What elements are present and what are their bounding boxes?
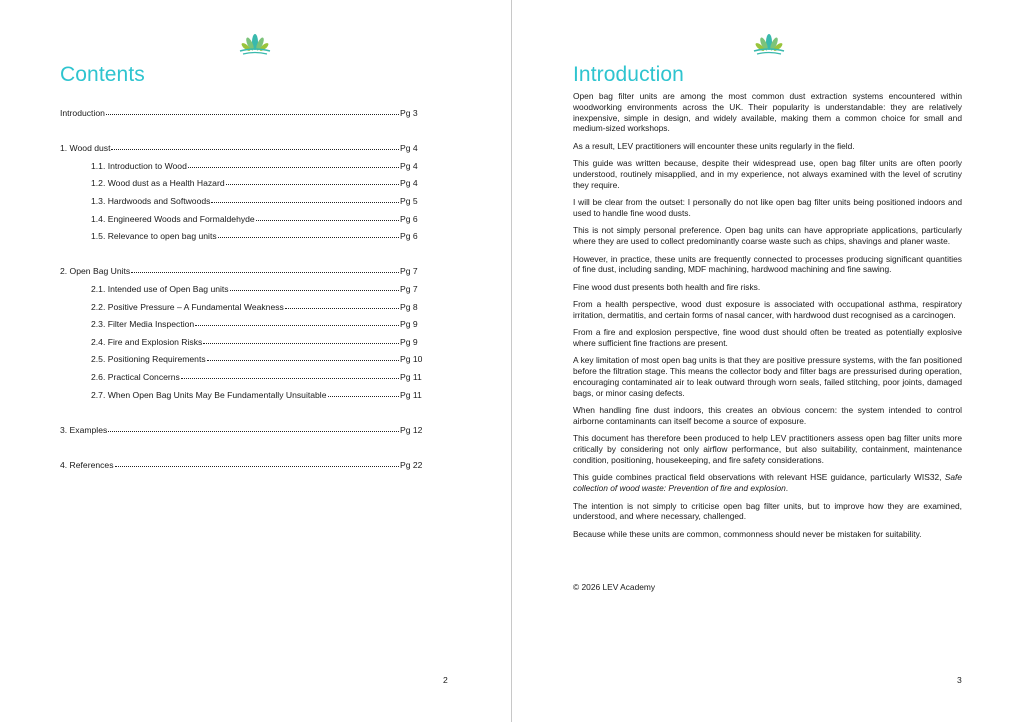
toc-leader <box>111 149 399 150</box>
toc-item[interactable] <box>60 231 420 249</box>
toc-item[interactable] <box>60 214 420 232</box>
toc-label: 2. Open Bag Units <box>60 266 131 277</box>
toc-leader <box>285 308 399 309</box>
paragraph-text: This guide combines practical field observations with relevant HSE guidance, particularly WIS32, <box>573 472 945 483</box>
toc-leader <box>211 202 399 203</box>
contents-page <box>0 0 511 722</box>
toc-page: Pg 11 <box>400 371 422 382</box>
toc-item[interactable] <box>60 196 420 214</box>
toc-label: 2.2. Positive Pressure – A Fundamental Weakness <box>91 301 284 312</box>
toc-item[interactable] <box>60 108 420 126</box>
toc-item[interactable] <box>60 284 420 302</box>
toc-leader <box>203 343 399 344</box>
toc-page: Pg 22 <box>400 459 423 470</box>
toc-page: Pg 10 <box>400 354 423 365</box>
toc-item[interactable] <box>60 302 420 320</box>
paragraph: From a health perspective, wood dust exposure is associated with occupational asthma, respiratory irritation, dermatitis, and certain forms of nasal cancer, with hardwood dust recognised as a carcinogen. <box>573 299 962 320</box>
copyright: © 2026 LEV Academy <box>573 582 656 592</box>
paragraph: From a fire and explosion perspective, fine wood dust should often be treated as potentially explosive where sufficient fine fractions are present. <box>573 327 962 349</box>
paragraph: As a result, LEV practitioners will encounter these units regularly in the field. <box>573 140 855 151</box>
table-of-contents <box>60 108 423 477</box>
toc-item[interactable] <box>60 390 420 408</box>
toc-label: 1.2. Wood dust as a Health Hazard <box>91 178 225 189</box>
paragraph: A key limitation of most open bag units is that they are positive pressure systems, with the fan positioned before the filtration stage. This means the collector body and filter bags are pressurised during operation, encouraging contaminated air to leak outward through worn seals, failed stitching, poor joints, damaged bags, or minor casing defects. <box>573 355 962 398</box>
paragraph: This is not simply personal preference. Open bag units can have appropriate applications, particularly where they are used to collect predominantly coarse waste such as chips, shavings and planer waste. <box>573 225 962 247</box>
lotus-logo-icon <box>752 33 786 55</box>
toc-page: Pg 7 <box>400 266 418 277</box>
toc-item[interactable] <box>60 354 423 372</box>
paragraph <box>573 472 962 494</box>
toc-label: 1.4. Engineered Woods and Formaldehyde <box>91 213 255 224</box>
toc-label: Introduction <box>60 108 105 118</box>
toc-page: Pg 3 <box>400 108 418 118</box>
toc-label: 2.6. Practical Concerns <box>91 371 180 382</box>
toc-page: Pg 6 <box>400 213 418 224</box>
toc-leader <box>256 220 399 221</box>
toc-leader <box>207 360 399 361</box>
paragraph: The intention is not simply to criticise open bag filter units, but to improve how they are examined, understood, and where necessary, challenged. <box>573 500 962 522</box>
toc-page: Pg 7 <box>400 283 418 294</box>
toc-label: 2.7. When Open Bag Units May Be Fundamentally Unsuitable <box>91 389 327 400</box>
toc-label: 3. Examples <box>60 424 108 435</box>
toc-label: 4. References <box>60 459 114 470</box>
toc-leader <box>195 325 399 326</box>
toc-leader <box>131 272 399 273</box>
toc-page: Pg 4 <box>400 160 418 171</box>
toc-page: Pg 9 <box>400 336 418 347</box>
toc-page: Pg 5 <box>400 195 418 206</box>
toc-page: Pg 11 <box>400 389 422 400</box>
toc-item[interactable] <box>60 319 420 337</box>
toc-page: Pg 4 <box>400 178 418 189</box>
toc-leader <box>328 396 400 397</box>
paragraph: This guide was written because, despite their widespread use, open bag filter units are often poorly understood, routinely misapplied, and in my experience, not always examined with the level of scrutiny they require. <box>573 158 962 190</box>
toc-leader <box>188 167 399 168</box>
toc-label: 1.5. Relevance to open bag units <box>91 231 217 242</box>
toc-label: 2.5. Positioning Requirements <box>91 354 206 365</box>
page-number: 2 <box>443 675 448 685</box>
toc-leader <box>108 431 399 432</box>
toc-label: 1.1. Introduction to Wood <box>91 160 187 171</box>
page-number: 3 <box>957 675 962 685</box>
paragraph: I will be clear from the outset: I personally do not like open bag filter units being positioned indoors and used to handle fine wood dusts. <box>573 197 962 218</box>
paragraph: Open bag filter units are among the most common dust extraction systems encountered within woodworking environments across the UK. Their popularity is understandable: they are relatively inexpensive, simple in design, and widely available, making them a common choice for small and medium-sized workshops. <box>573 91 962 134</box>
toc-page: Pg 4 <box>400 143 418 154</box>
toc-page: Pg 8 <box>400 301 418 312</box>
introduction-heading: Introduction <box>573 63 684 86</box>
paragraph: When handling fine dust indoors, this creates an obvious concern: the system intended to control airborne contaminants can itself become a source of exposure. <box>573 405 962 427</box>
introduction-page <box>512 0 1024 722</box>
toc-label: 1.3. Hardwoods and Softwoods <box>91 195 211 206</box>
toc-leader <box>181 378 399 379</box>
toc-item[interactable] <box>60 178 420 196</box>
paragraph: Because while these units are common, commonness should never be mistaken for suitability. <box>573 528 922 539</box>
toc-leader <box>106 114 399 115</box>
paragraph: Fine wood dust presents both health and fire risks. <box>573 281 761 292</box>
wis32-title: Safe collection of wood waste: Prevention of fire and explosion <box>573 472 962 494</box>
paragraph: However, in practice, these units are frequently connected to processes producing significant quantities of fine dust, including sanding, MDF machining, hardwood machining and fine sawing. <box>573 253 962 275</box>
toc-label: 2.3. Filter Media Inspection <box>91 319 195 330</box>
toc-page: Pg 12 <box>400 424 423 435</box>
toc-item[interactable] <box>60 424 423 443</box>
toc-label: 2.1. Intended use of Open Bag units <box>91 283 229 294</box>
toc-item[interactable] <box>60 161 420 179</box>
toc-leader <box>218 237 399 238</box>
toc-leader <box>230 290 399 291</box>
toc-item[interactable] <box>60 266 420 284</box>
contents-heading: Contents <box>60 63 145 86</box>
toc-item[interactable] <box>60 459 423 478</box>
toc-page: Pg 6 <box>400 231 418 242</box>
toc-item[interactable] <box>60 372 420 390</box>
paragraph: This document has therefore been produced to help LEV practitioners assess open bag filter units more critically by considering not only airflow performance, but also suitability, containment, maintenance condition, positioning, housekeeping, and fire safety considerations. <box>573 433 962 466</box>
toc-label: 1. Wood dust <box>60 143 111 154</box>
toc-item[interactable] <box>60 143 420 161</box>
lotus-logo-icon <box>238 33 272 55</box>
paragraph-end: . <box>785 483 789 494</box>
toc-label: 2.4. Fire and Explosion Risks <box>91 336 203 347</box>
introduction-body <box>573 91 962 546</box>
toc-leader <box>226 184 399 185</box>
toc-leader <box>115 466 399 467</box>
toc-page: Pg 9 <box>400 319 418 330</box>
toc-item[interactable] <box>60 337 420 355</box>
